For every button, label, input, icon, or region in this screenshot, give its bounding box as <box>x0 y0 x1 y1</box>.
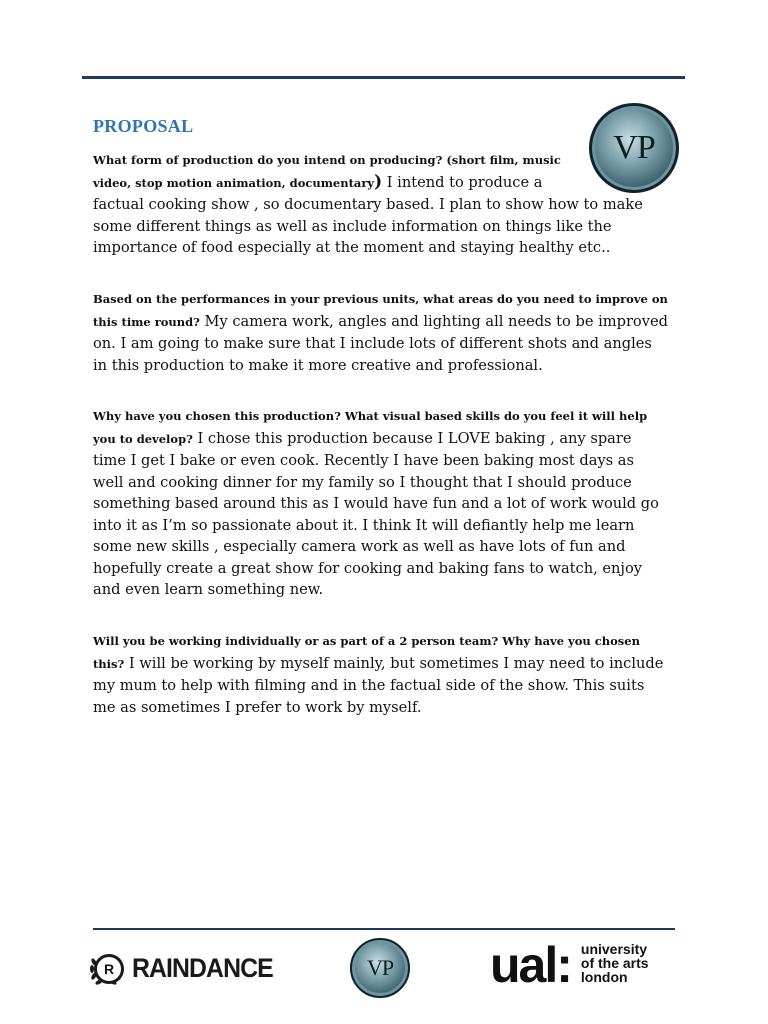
vp-footer-logo-text: VP <box>366 955 394 980</box>
ual-wordmark: ual: <box>490 937 571 993</box>
ual-name: university of the arts london <box>580 941 649 985</box>
laurel-emblem-icon: R <box>88 948 128 988</box>
answer-text: I will be working by myself mainly, but sometimes I may need to include my mum to help with filming and in the factual side of the show. This suits me as sometimes I prefer to work by myself. <box>93 654 664 716</box>
question-text: Based on the performances in your previous units, what areas do you need to improve on this time round? <box>93 292 668 329</box>
page-title: PROPOSAL <box>93 116 194 136</box>
answer-text: I chose this production because I LOVE baking , any spare time I get I bake or even cook. Recently I have been baking most days as well and cooking dinner for my family so I thought that I should produce something based around this as I would have fun and a lot of work would go into it as I’m so passionate about it. I think It will defiantly help me learn some new skills , especially camera work as well as have lots of fun and hopefully create a great show for cooking and baking fans to watch, enjoy and even learn something new. <box>93 429 659 598</box>
answer-continuation: factual cooking show , so documentary based. I plan to show how to make some different things as well as include information on things like the importance of food especially at the moment and staying healthy etc.. <box>93 196 643 256</box>
header-rule <box>82 76 685 79</box>
vp-footer-logo <box>350 938 410 998</box>
section-team-working <box>93 630 668 718</box>
section-improvement-areas <box>93 288 668 376</box>
answer-text: I intend to produce a <box>382 173 543 191</box>
vp-logo-text: VP <box>613 129 655 166</box>
question-text: Will you be working individually or as part of a 2 person team? Why have you chosen this? <box>93 634 640 671</box>
question-text: What form of production do you intend on producing? (short film, music <box>93 153 561 167</box>
raindance-logo <box>88 945 285 991</box>
section-production-form <box>93 149 668 259</box>
section-production-choice <box>93 405 668 601</box>
raindance-wordmark: RAINDANCE <box>132 952 273 983</box>
question-answer-line: video, stop motion animation, documentary) I intend to produce a <box>93 171 543 192</box>
question-text: Why have you chosen this production? What visual based skills do you feel it will help you to develop? <box>93 409 648 446</box>
ual-logo <box>490 937 649 993</box>
answer-text: My camera work, angles and lighting all needs to be improved on. I am going to make sure that I include lots of different shots and angles in this production to make it more creative and professional. <box>93 312 668 374</box>
footer-rule <box>93 928 675 930</box>
